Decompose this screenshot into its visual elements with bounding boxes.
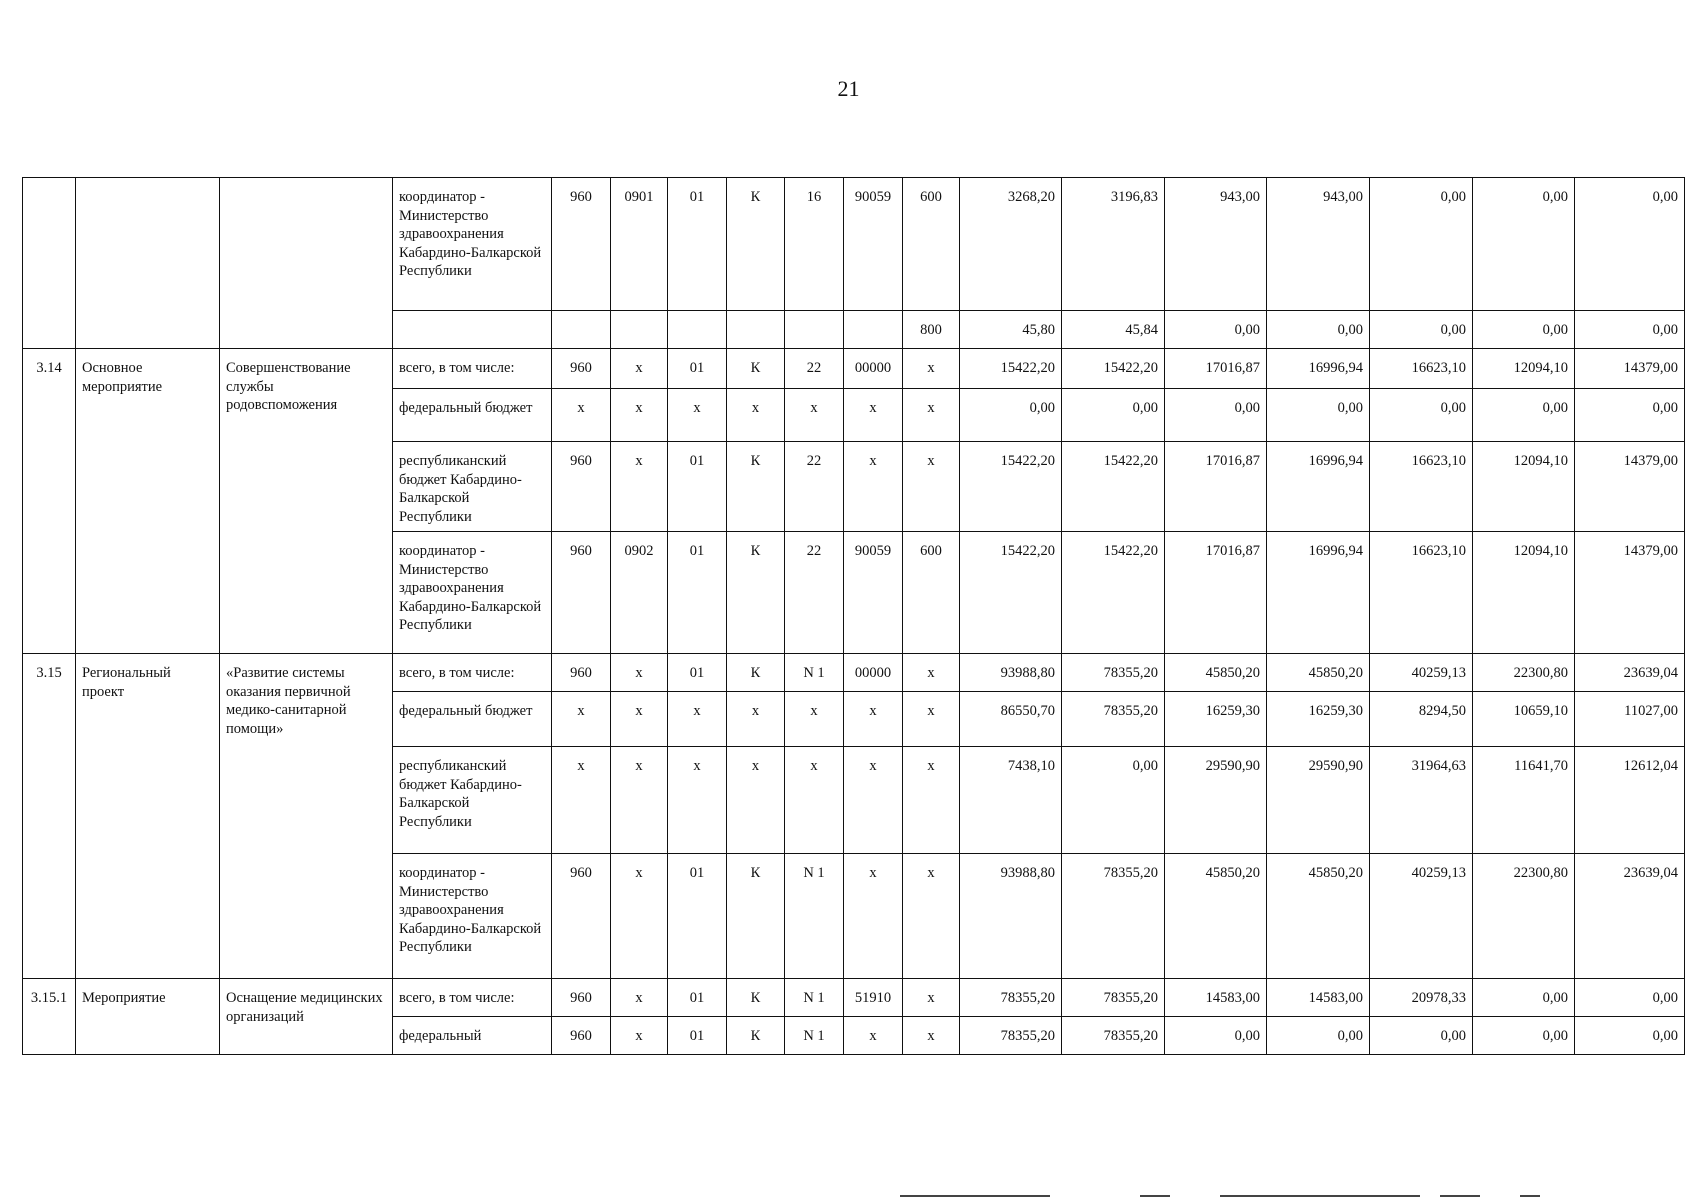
amount-cell: 86550,70	[960, 692, 1062, 747]
amount-cell: 40259,13	[1370, 854, 1473, 979]
amount-cell: 17016,87	[1165, 349, 1267, 389]
code-cell: К	[727, 178, 785, 311]
code-cell: х	[668, 692, 727, 747]
row-type: Мероприятие	[76, 979, 220, 1055]
table-row	[23, 349, 1685, 389]
amount-cell: 78355,20	[960, 979, 1062, 1017]
amount-cell: 14379,00	[1575, 532, 1685, 654]
code-cell: х	[611, 747, 668, 854]
amount-cell: 16623,10	[1370, 532, 1473, 654]
amount-cell: 78355,20	[1062, 854, 1165, 979]
amount-cell: 16623,10	[1370, 349, 1473, 389]
code-cell: 600	[903, 532, 960, 654]
amount-cell: 0,00	[1575, 389, 1685, 442]
code-cell: К	[727, 442, 785, 532]
amount-cell: 943,00	[1165, 178, 1267, 311]
code-cell: 960	[552, 178, 611, 311]
amount-cell: 0,00	[1575, 178, 1685, 311]
funding-source: координатор - Министерство здравоохранения Кабардино-Балкарской Республики	[393, 854, 552, 979]
row-type	[76, 178, 220, 349]
amount-cell: 78355,20	[1062, 654, 1165, 692]
code-cell: х	[844, 747, 903, 854]
row-number: 3.15	[23, 654, 76, 979]
amount-cell: 15422,20	[1062, 532, 1165, 654]
code-cell: 600	[903, 178, 960, 311]
amount-cell: 14379,00	[1575, 442, 1685, 532]
amount-cell: 17016,87	[1165, 442, 1267, 532]
code-cell: х	[611, 1017, 668, 1055]
code-cell: К	[727, 654, 785, 692]
amount-cell: 11027,00	[1575, 692, 1685, 747]
row-name: «Развитие системы оказания первичной медико-санитарной помощи»	[220, 654, 393, 979]
funding-source: республиканский бюджет Кабардино-Балкарской Республики	[393, 747, 552, 854]
code-cell: 01	[668, 178, 727, 311]
code-cell: К	[727, 979, 785, 1017]
code-cell: х	[785, 692, 844, 747]
amount-cell: 31964,63	[1370, 747, 1473, 854]
amount-cell: 16996,94	[1267, 349, 1370, 389]
amount-cell: 16996,94	[1267, 532, 1370, 654]
code-cell: 960	[552, 654, 611, 692]
code-cell: 22	[785, 442, 844, 532]
code-cell: 01	[668, 349, 727, 389]
code-cell: 0901	[611, 178, 668, 311]
amount-cell: 0,00	[1575, 311, 1685, 349]
amount-cell: 0,00	[1267, 1017, 1370, 1055]
code-cell: х	[785, 389, 844, 442]
amount-cell: 14379,00	[1575, 349, 1685, 389]
table-row	[23, 178, 1685, 311]
code-cell: х	[552, 747, 611, 854]
scan-artifact-lines	[900, 1195, 1620, 1198]
amount-cell: 16259,30	[1267, 692, 1370, 747]
row-number: 3.15.1	[23, 979, 76, 1055]
amount-cell: 16259,30	[1165, 692, 1267, 747]
code-cell: х	[903, 979, 960, 1017]
amount-cell: 16623,10	[1370, 442, 1473, 532]
code-cell: х	[611, 389, 668, 442]
code-cell: х	[668, 747, 727, 854]
amount-cell: 0,00	[1062, 389, 1165, 442]
code-cell: 800	[903, 311, 960, 349]
code-cell: 16	[785, 178, 844, 311]
amount-cell: 12612,04	[1575, 747, 1685, 854]
amount-cell: 0,00	[1473, 178, 1575, 311]
amount-cell: 3196,83	[1062, 178, 1165, 311]
code-cell: х	[903, 692, 960, 747]
code-cell: 960	[552, 349, 611, 389]
amount-cell: 0,00	[1575, 979, 1685, 1017]
funding-source: всего, в том числе:	[393, 349, 552, 389]
code-cell: х	[552, 692, 611, 747]
table-row	[23, 654, 1685, 692]
code-cell: N 1	[785, 979, 844, 1017]
amount-cell: 0,00	[1165, 311, 1267, 349]
amount-cell: 0,00	[1165, 1017, 1267, 1055]
amount-cell: 0,00	[1370, 311, 1473, 349]
code-cell: 22	[785, 532, 844, 654]
funding-source: федеральный бюджет	[393, 692, 552, 747]
code-cell: х	[844, 854, 903, 979]
code-cell	[844, 311, 903, 349]
code-cell: х	[903, 349, 960, 389]
amount-cell: 15422,20	[960, 532, 1062, 654]
code-cell: 960	[552, 1017, 611, 1055]
amount-cell: 45,84	[1062, 311, 1165, 349]
code-cell: х	[903, 854, 960, 979]
code-cell: х	[844, 389, 903, 442]
funding-source: федеральный бюджет	[393, 389, 552, 442]
funding-source: координатор - Министерство здравоохранения Кабардино-Балкарской Республики	[393, 532, 552, 654]
amount-cell: 45850,20	[1165, 654, 1267, 692]
amount-cell: 45,80	[960, 311, 1062, 349]
code-cell: х	[785, 747, 844, 854]
amount-cell: 23639,04	[1575, 854, 1685, 979]
code-cell: х	[903, 654, 960, 692]
code-cell: 22	[785, 349, 844, 389]
amount-cell: 7438,10	[960, 747, 1062, 854]
amount-cell: 45850,20	[1267, 654, 1370, 692]
funding-source: всего, в том числе:	[393, 654, 552, 692]
code-cell: 960	[552, 979, 611, 1017]
amount-cell: 14583,00	[1267, 979, 1370, 1017]
code-cell: х	[844, 442, 903, 532]
amount-cell: 78355,20	[960, 1017, 1062, 1055]
code-cell: х	[611, 349, 668, 389]
row-name: Оснащение медицинских организаций	[220, 979, 393, 1055]
amount-cell: 0,00	[1370, 178, 1473, 311]
code-cell: N 1	[785, 654, 844, 692]
amount-cell: 45850,20	[1165, 854, 1267, 979]
code-cell: х	[611, 442, 668, 532]
amount-cell: 93988,80	[960, 854, 1062, 979]
amount-cell: 45850,20	[1267, 854, 1370, 979]
page-number: 21	[837, 76, 860, 101]
code-cell: 00000	[844, 349, 903, 389]
code-cell	[668, 311, 727, 349]
amount-cell: 12094,10	[1473, 442, 1575, 532]
code-cell: 01	[668, 1017, 727, 1055]
code-cell: х	[844, 692, 903, 747]
code-cell: х	[552, 389, 611, 442]
amount-cell: 12094,10	[1473, 349, 1575, 389]
table-row	[23, 979, 1685, 1017]
code-cell: К	[727, 349, 785, 389]
code-cell: 01	[668, 532, 727, 654]
code-cell: 01	[668, 979, 727, 1017]
code-cell: 01	[668, 442, 727, 532]
code-cell: 00000	[844, 654, 903, 692]
amount-cell: 22300,80	[1473, 654, 1575, 692]
code-cell	[611, 311, 668, 349]
amount-cell: 14583,00	[1165, 979, 1267, 1017]
code-cell: 960	[552, 854, 611, 979]
code-cell: х	[903, 747, 960, 854]
code-cell: х	[727, 692, 785, 747]
row-number	[23, 178, 76, 349]
funding-source: федеральный	[393, 1017, 552, 1055]
code-cell: 960	[552, 532, 611, 654]
row-name: Совершенствование службы родовспоможения	[220, 349, 393, 654]
code-cell: 0902	[611, 532, 668, 654]
code-cell: х	[611, 979, 668, 1017]
amount-cell: 0,00	[1370, 389, 1473, 442]
budget-table	[22, 177, 1685, 1055]
code-cell: К	[727, 1017, 785, 1055]
code-cell: 960	[552, 442, 611, 532]
row-type: Основное мероприятие	[76, 349, 220, 654]
amount-cell: 15422,20	[1062, 442, 1165, 532]
funding-source: координатор - Министерство здравоохранения Кабардино-Балкарской Республики	[393, 178, 552, 311]
code-cell: х	[903, 442, 960, 532]
amount-cell: 943,00	[1267, 178, 1370, 311]
amount-cell: 8294,50	[1370, 692, 1473, 747]
code-cell	[727, 311, 785, 349]
amount-cell: 0,00	[1473, 979, 1575, 1017]
code-cell: х	[844, 1017, 903, 1055]
funding-source: республиканский бюджет Кабардино-Балкарской Республики	[393, 442, 552, 532]
code-cell: 90059	[844, 178, 903, 311]
amount-cell: 15422,20	[1062, 349, 1165, 389]
amount-cell: 23639,04	[1575, 654, 1685, 692]
row-type: Региональный проект	[76, 654, 220, 979]
amount-cell: 0,00	[1370, 1017, 1473, 1055]
amount-cell: 78355,20	[1062, 979, 1165, 1017]
row-number: 3.14	[23, 349, 76, 654]
code-cell: х	[668, 389, 727, 442]
funding-source: всего, в том числе:	[393, 979, 552, 1017]
code-cell: х	[903, 389, 960, 442]
amount-cell: 17016,87	[1165, 532, 1267, 654]
funding-source	[393, 311, 552, 349]
code-cell: К	[727, 854, 785, 979]
amount-cell: 20978,33	[1370, 979, 1473, 1017]
amount-cell: 0,00	[1267, 311, 1370, 349]
code-cell	[785, 311, 844, 349]
amount-cell: 0,00	[1165, 389, 1267, 442]
amount-cell: 0,00	[1267, 389, 1370, 442]
amount-cell: 78355,20	[1062, 1017, 1165, 1055]
amount-cell: 0,00	[1473, 1017, 1575, 1055]
code-cell: х	[727, 747, 785, 854]
amount-cell: 29590,90	[1165, 747, 1267, 854]
amount-cell: 0,00	[960, 389, 1062, 442]
amount-cell: 0,00	[1062, 747, 1165, 854]
amount-cell: 0,00	[1473, 311, 1575, 349]
amount-cell: 15422,20	[960, 349, 1062, 389]
code-cell: х	[611, 854, 668, 979]
amount-cell: 16996,94	[1267, 442, 1370, 532]
amount-cell: 78355,20	[1062, 692, 1165, 747]
amount-cell: 22300,80	[1473, 854, 1575, 979]
code-cell: 01	[668, 854, 727, 979]
amount-cell: 10659,10	[1473, 692, 1575, 747]
amount-cell: 0,00	[1575, 1017, 1685, 1055]
code-cell: х	[727, 389, 785, 442]
amount-cell: 0,00	[1473, 389, 1575, 442]
amount-cell: 12094,10	[1473, 532, 1575, 654]
amount-cell: 15422,20	[960, 442, 1062, 532]
code-cell: х	[611, 654, 668, 692]
code-cell: N 1	[785, 1017, 844, 1055]
amount-cell: 29590,90	[1267, 747, 1370, 854]
row-name	[220, 178, 393, 349]
code-cell: К	[727, 532, 785, 654]
amount-cell: 40259,13	[1370, 654, 1473, 692]
amount-cell: 93988,80	[960, 654, 1062, 692]
code-cell: х	[903, 1017, 960, 1055]
code-cell: 90059	[844, 532, 903, 654]
code-cell	[552, 311, 611, 349]
amount-cell: 11641,70	[1473, 747, 1575, 854]
code-cell: 01	[668, 654, 727, 692]
amount-cell: 3268,20	[960, 178, 1062, 311]
code-cell: N 1	[785, 854, 844, 979]
code-cell: 51910	[844, 979, 903, 1017]
code-cell: х	[611, 692, 668, 747]
